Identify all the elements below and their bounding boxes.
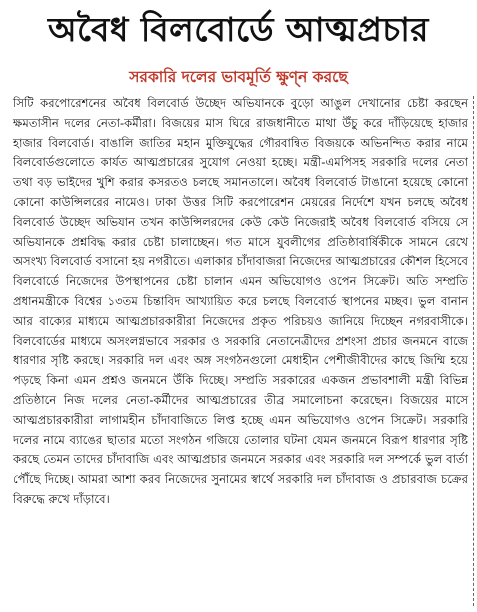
column-divider	[472, 96, 474, 606]
article-body: সিটি করপোরেশনের অবৈধ বিলবোর্ড উচ্ছেদ অভিযানকে বুড়ো আঙুল দেখানোর চেষ্টা করছেন ক্ষমতাসীন দলের নেতা-কর্মীরা। বিজয়ের মাস ঘিরে রাজধানীতে মাথা উঁচু করে দাঁড়িয়েছে হাজার হাজার বিলবোর্ড। বাঙালি জাতির মহান মুক্তিযুদ্ধের গৌরবান্বিত বিজয়কে অভিনন্দিত করার নামে বিলবোর্ডগুলোতে কার্যত আত্মপ্রচারের সুযোগ নেওয়া হচ্ছে। মন্ত্রী-এমপিসহ সরকারি দলের নেতা তথা বড় ভাইদের খুশি করার কসরতও চলছে সমানতালে। অবৈধ বিলবোর্ড টাঙানো হয়েছে কোনো কোনো কাউন্সিলরের নামেও। ঢাকা উত্তর সিটি করপোরেশন মেয়রের নির্দেশে যখন চলছে অবৈধ বিলবোর্ড উচ্ছেদ অভিযান তখন কাউন্সিলরদের কেউ কেউ নিজেরাই অবৈধ বিলবোর্ড বসিয়ে সে অভিযানকে প্রশ্নবিদ্ধ করার চেষ্টা চালাচ্ছেন। গত মাসে যুবলীগের প্রতিষ্ঠাবার্ষিকীকে সামনে রেখে অসংখ্য বিলবোর্ড বসানো হয় নগরীতে। এলাকার চাঁদাবাজরা নিজেদের আত্মপ্রচারের কৌশল হিসেবে বিলবোর্ডে নিজেদের উপস্থাপনের চেষ্টা চালান এমন অভিযোগও ওপেন সিক্রেট। অতি সম্প্রতি প্রধানমন্ত্রীকে বিশ্বের ১৩তম চিন্তাবিদ আখ্যায়িত করে চলছে বিলবোর্ড স্থাপনের মচ্ছব। ভুল বানান আর বাক্যের মাধ্যমে আত্মপ্রচারকারীরা নিজেদের প্রকৃত পরিচয়ও জানিয়ে দিচ্ছেন নগরবাসীকে। বিলবোর্ডের মাধ্যমে অসংলগ্নভাবে সরকার ও সরকারি নেতানেত্রীদের প্রশংসা প্রচার জনমনে বাজে ধারণার সৃষ্টি করছে। সরকারি দল এবং অঙ্গ সংগঠনগুলো মেধাহীন পেশীজীবীদের কাছে জিম্মি হয়ে পড়ছে কিনা এমন প্রশ্নও জনমনে উঁকি দিচ্ছে। সম্প্রতি সরকারের একজন প্রভাবশালী মন্ত্রী বিভিন্ন প্রতিষ্ঠানে নিজ দলের নেতা-কর্মীদের আত্মপ্রচারের তীব্র সমালোচনা করেছেন। বিজয়ের মাসে আত্মপ্রচারকারীরা লাগামহীন চাঁদাবাজিতে লিপ্ত হচ্ছে এমন অভিযোগও ওপেন সিক্রেট। সরকারি দলের নামে ব্যাঙের ছাতার মতো সংগঠন গজিয়ে তোলার ঘটনা যেমন জনমনে বিরূপ ধারণার সৃষ্টি করছে তেমন তাদের চাঁদাবাজি এবং আত্মপ্রচার জনমনে সরকার এবং সরকারি দল সম্পর্কে ভুল বার্তা পৌঁছে দিচ্ছে। আমরা আশা করব নিজেদের সুনামের স্বার্থে সরকারি দল চাঁদাবাজ ও প্রচারবাজ চক্রের বিরুদ্ধে রুখে দাঁড়াবে।	[13, 96, 468, 506]
headline: অবৈধ বিলবোর্ডে আত্মপ্রচার	[48, 10, 429, 49]
subheadline: সরকারি দলের ভাবমূর্তি ক্ষুণ্ন করছে	[129, 68, 348, 86]
